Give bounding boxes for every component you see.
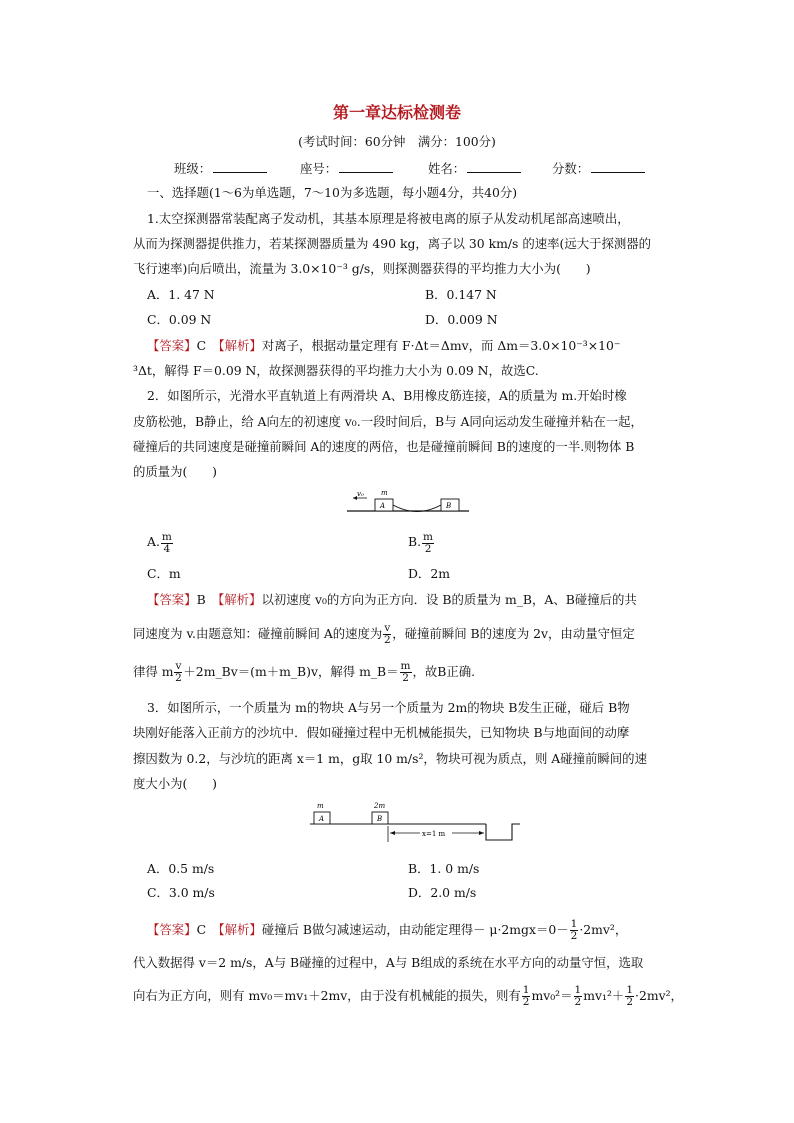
score-field: 分数： xyxy=(552,160,649,178)
class-field: 班级： xyxy=(174,160,271,178)
q2-option-a: A. $\frac{m}{4}$ xyxy=(147,531,172,555)
q3-line: 擦因数为 0.2，与沙坑的距离 x＝1 m，g取 10 m/s²，物块可视为质点，则 A碰撞前瞬间的速 xyxy=(133,751,647,766)
mass-2m-label: 2m xyxy=(374,802,386,810)
q2-answer: 【答案】B 【解析】以初速度 v₀的方向为正方向．设 B的质量为 m_B，A、B碰撞后的共 xyxy=(147,592,637,607)
q3-analysis-line: 代入数据得 v＝2 m/s，A与 B碰撞的过程中，A与 B组成的系统在水平方向的动量守恒，选取 xyxy=(133,955,644,970)
q1-answer: 【答案】C 【解析】对离子，根据动量定理有 F·Δt＝Δmv，而 Δm＝3.0×10⁻³×10⁻ xyxy=(147,338,621,353)
q1-option-d: D．0.009 N xyxy=(425,312,498,327)
q2-line: 碰撞后的共同速度是碰撞前瞬间 A的速度的两倍，也是碰撞前瞬间 B的速度的一半.则物体 B xyxy=(133,439,635,454)
mass-m-label: m xyxy=(317,802,324,810)
mass-label: m xyxy=(381,489,388,497)
name-field: 姓名： xyxy=(428,160,525,178)
q2-analysis-line: 律得 m $\frac{v}{2}$ ＋2m_Bv＝(m＋m_B)v，解得 m_B＝ $\frac{m}{2}$ ，故B正确. xyxy=(133,660,476,684)
q3-answer: 【答案】C 【解析】碰撞后 B做匀减速运动，由动能定理得－ μ·2mgx＝0－ $\frac{1}{2}$ ·2mv²， xyxy=(147,918,628,942)
q3-figure xyxy=(308,800,520,846)
q1-analysis-line: ³Δt，解得 F＝0.09 N，故探测器获得的平均推力大小为 0.09 N，故选C. xyxy=(133,363,539,378)
q2-line: 的质量为( ) xyxy=(133,464,218,479)
q3-analysis-line: 向右为正方向，则有 mv₀＝mv₁＋2mv，由于没有机械能的损失，则有 $\frac{1}{2}$ mv₀²＝ $\frac{1}{2}$ mv₁²＋ $\frac{1}{2}$ ·2mv²， xyxy=(133,984,683,1008)
q1-line: 飞行速率)向后喷出，流量为 3.0×10⁻³ g/s，则探测器获得的平均推力大小为( ) xyxy=(133,261,591,276)
block-a-label: A xyxy=(380,502,386,510)
q3-option-c: C．3.0 m/s xyxy=(147,885,215,900)
block-a-label: A xyxy=(319,815,325,823)
distance-label: x=1 m xyxy=(422,830,446,838)
q3-line: 度大小为( ) xyxy=(133,776,218,791)
q2-option-c: C．m xyxy=(147,566,181,581)
q2-line: 2．如图所示，光滑水平直轨道上有两滑块 A、B用橡皮筋连接，A的质量为 m.开始时橡 xyxy=(147,388,627,403)
q3-line: 块刚好能落入正前方的沙坑中．假如碰撞过程中无机械能损失，已知物块 B与地面间的动摩 xyxy=(133,725,630,740)
q3-option-b: B．1. 0 m/s xyxy=(408,861,480,876)
section-heading: 一、选择题(1～6为单选题，7～10为多选题，每小题4分，共40分) xyxy=(147,185,518,200)
exam-info: (考试时间：60分钟 满分：100分) xyxy=(298,134,496,149)
q2-figure xyxy=(345,488,475,520)
seat-field: 座号： xyxy=(300,160,397,178)
block-b-label: B xyxy=(446,502,452,510)
v0-label: v₀ xyxy=(357,490,364,498)
q1-line: 1.太空探测器常装配离子发动机，其基本原理是将被电离的原子从发动机尾部高速喷出， xyxy=(147,211,630,226)
q1-option-b: B．0.147 N xyxy=(425,287,497,302)
q3-line: 3．如图所示，一个质量为 m的物块 A与另一个质量为 2m的物块 B发生正碰，碰后 B物 xyxy=(147,700,630,715)
q1-option-a: A．1. 47 N xyxy=(147,287,215,302)
q2-analysis-line: 同速度为 v.由题意知：碰撞前瞬间 A的速度为 $\frac{v}{2}$ ，碰撞前瞬间 B的速度为 2v，由动量守恒定 xyxy=(133,622,635,646)
page-title: 第一章达标检测卷 xyxy=(332,103,461,122)
q2-option-d: D．2m xyxy=(408,566,450,581)
q1-line: 从而为探测器提供推力，若某探测器质量为 490 kg，离子以 30 km/s 的速率(远大于探测器的 xyxy=(133,236,652,251)
q3-option-a: A．0.5 m/s xyxy=(147,861,215,876)
q2-option-b: B. $\frac{m}{2}$ xyxy=(408,531,434,555)
q1-option-c: C．0.09 N xyxy=(147,312,212,327)
q3-option-d: D．2.0 m/s xyxy=(408,885,477,900)
q2-line: 皮筋松弛，B静止，给 A向左的初速度 v₀.一段时间后，B与 A同向运动发生碰撞并粘在一起， xyxy=(133,414,643,429)
block-b-label: B xyxy=(377,815,383,823)
